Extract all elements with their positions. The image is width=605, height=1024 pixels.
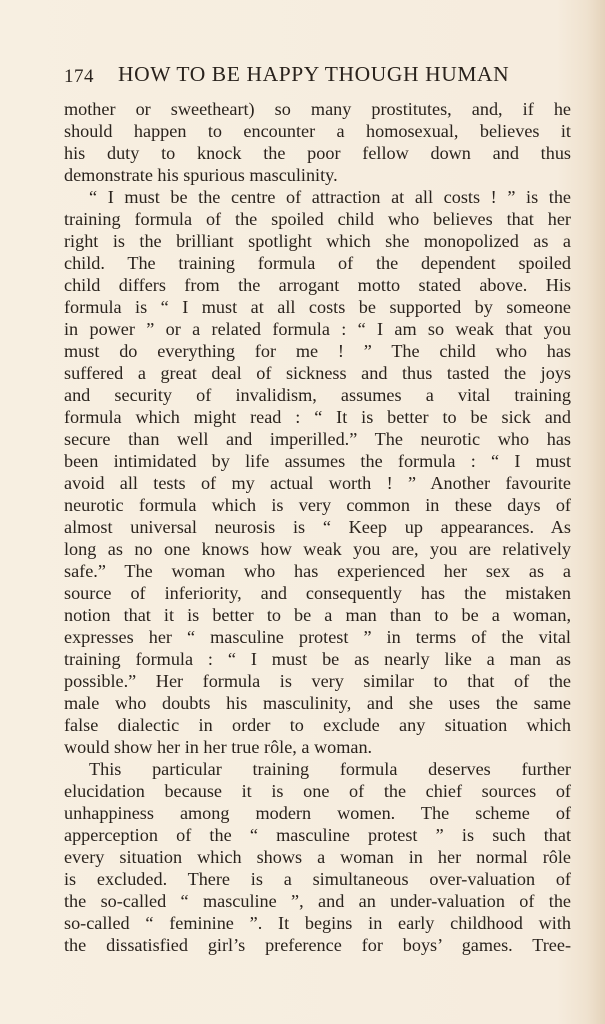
text-line: is excluded. There is a simultaneous over-valuation of xyxy=(64,869,571,889)
text-line: avoid all tests of my actual worth ! ” Another favourite xyxy=(64,473,571,493)
body-text xyxy=(64,98,571,956)
text-line: long as no one knows how weak you are, you are relatively xyxy=(64,539,571,559)
page-number: 174 xyxy=(64,66,94,87)
text-line: neurotic formula which is very common in these days of xyxy=(64,495,571,515)
text-line: the dissatisfied girl’s preference for boys’ games. Tree- xyxy=(64,935,571,955)
text-line: mother or sweetheart) so many prostitutes, and, if he xyxy=(64,99,571,119)
text-line: training formula of the spoiled child who believes that her xyxy=(64,209,571,229)
text-line: elucidation because it is one of the chief sources of xyxy=(64,781,571,801)
text-line: every situation which shows a woman in her normal rôle xyxy=(64,847,571,867)
text-line: the so-called “ masculine ”, and an under-valuation of the xyxy=(64,891,571,911)
text-line: demonstrate his spurious masculinity. xyxy=(64,165,338,185)
text-line: and security of invalidism, assumes a vital training xyxy=(64,385,571,405)
text-line: expresses her “ masculine protest ” in terms of the vital xyxy=(64,627,571,647)
text-line: notion that it is better to be a man than to be a woman, xyxy=(64,605,571,625)
text-line: in power ” or a related formula : “ I am so weak that you xyxy=(64,319,571,339)
text-line: must do everything for me ! ” The child who has xyxy=(64,341,571,361)
text-line: formula which might read : “ It is better to be sick and xyxy=(64,407,571,427)
text-line: his duty to knock the poor fellow down and thus xyxy=(64,143,571,163)
text-line: safe.” The woman who has experienced her sex as a xyxy=(64,561,571,581)
text-line: almost universal neurosis is “ Keep up appearances. As xyxy=(64,517,571,537)
text-line: should happen to encounter a homosexual, believes it xyxy=(64,121,571,141)
text-line: male who doubts his masculinity, and she uses the same xyxy=(64,693,571,713)
text-line: possible.” Her formula is very similar to that of the xyxy=(64,671,571,691)
text-line: false dialectic in order to exclude any situation which xyxy=(64,715,571,735)
text-line: training formula : “ I must be as nearly like a man as xyxy=(64,649,571,669)
text-line: This particular training formula deserves further xyxy=(89,759,571,779)
text-line: right is the brilliant spotlight which she monopolized as a xyxy=(64,231,571,251)
text-line: child differs from the arrogant motto stated above. His xyxy=(64,275,571,295)
text-line: apperception of the “ masculine protest ” is such that xyxy=(64,825,571,845)
text-line: so-called “ feminine ”. It begins in early childhood with xyxy=(64,913,571,933)
running-title: HOW TO BE HAPPY THOUGH HUMAN xyxy=(118,62,510,86)
text-line: source of inferiority, and consequently has the mistaken xyxy=(64,583,571,603)
text-line: “ I must be the centre of attraction at all costs ! ” is the xyxy=(89,187,571,207)
text-line: would show her in her true rôle, a woman. xyxy=(64,737,373,757)
text-line: formula is “ I must at all costs be supported by someone xyxy=(64,297,571,317)
text-line: unhappiness among modern women. The scheme of xyxy=(64,803,571,823)
page-header xyxy=(64,62,572,92)
text-line: suffered a great deal of sickness and thus tasted the joys xyxy=(64,363,571,383)
text-line: secure than well and imperilled.” The neurotic who has xyxy=(64,429,571,449)
text-line: child. The training formula of the dependent spoiled xyxy=(64,253,571,273)
text-line: been intimidated by life assumes the formula : “ I must xyxy=(64,451,571,471)
